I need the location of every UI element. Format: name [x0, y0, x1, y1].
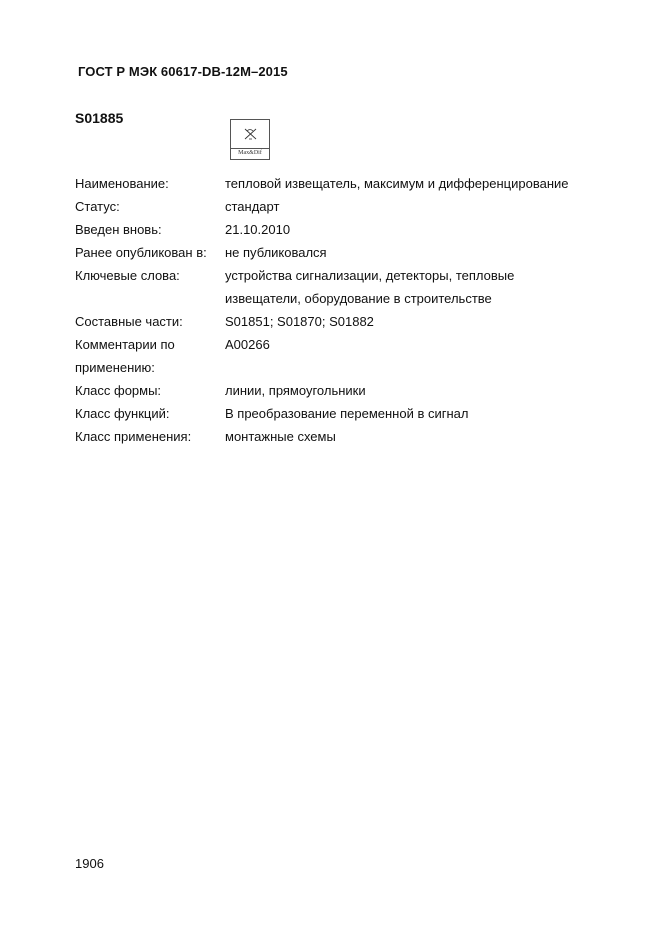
property-value: монтажные схемы	[225, 429, 336, 444]
heat-detector-symbol-icon	[231, 120, 269, 150]
property-key	[75, 333, 225, 379]
property-key: Ранее опубликован в:	[75, 245, 207, 260]
page-number: 1906	[75, 856, 104, 871]
document-header: ГОСТ Р МЭК 60617-DB-12M–2015	[78, 64, 288, 79]
symbol-id: S01885	[75, 110, 124, 126]
property-key: Класс применения:	[75, 429, 192, 444]
property-row-status	[75, 195, 595, 218]
property-value-line: устройства сигнализации, детекторы, тепловые	[225, 268, 515, 283]
property-row-function-class	[75, 402, 595, 425]
property-value	[225, 264, 595, 310]
property-row-name	[75, 172, 595, 195]
property-row-introduced	[75, 218, 595, 241]
property-row-previously-published	[75, 241, 595, 264]
property-value: S01851; S01870; S01882	[225, 314, 374, 329]
symbol-caption: Max&Dif	[231, 148, 269, 157]
property-key: Наименование:	[75, 176, 169, 191]
property-key-line: Комментарии по	[75, 337, 175, 352]
property-key: Ключевые слова:	[75, 268, 180, 283]
property-value: 21.10.2010	[225, 222, 291, 237]
property-value-line: извещатели, оборудование в строительстве	[225, 291, 492, 306]
property-row-shape-class	[75, 379, 595, 402]
property-value: линии, прямоугольники	[225, 383, 366, 398]
symbol-image	[230, 119, 270, 160]
property-key: Класс формы:	[75, 383, 162, 398]
property-value: A00266	[225, 337, 270, 352]
property-key-line: применению:	[75, 360, 155, 375]
property-key: Введен вновь:	[75, 222, 162, 237]
properties-list	[75, 172, 595, 448]
property-value: В преобразование переменной в сигнал	[225, 406, 469, 421]
property-row-application-notes	[75, 333, 595, 379]
property-row-application-class	[75, 425, 595, 448]
property-key: Статус:	[75, 199, 120, 214]
property-row-keywords	[75, 264, 595, 310]
property-row-components	[75, 310, 595, 333]
property-key: Класс функций:	[75, 406, 170, 421]
property-value: не публиковался	[225, 245, 327, 260]
property-key: Составные части:	[75, 314, 183, 329]
property-value: тепловой извещатель, максимум и дифференцирование	[225, 176, 569, 191]
property-value: стандарт	[225, 199, 280, 214]
